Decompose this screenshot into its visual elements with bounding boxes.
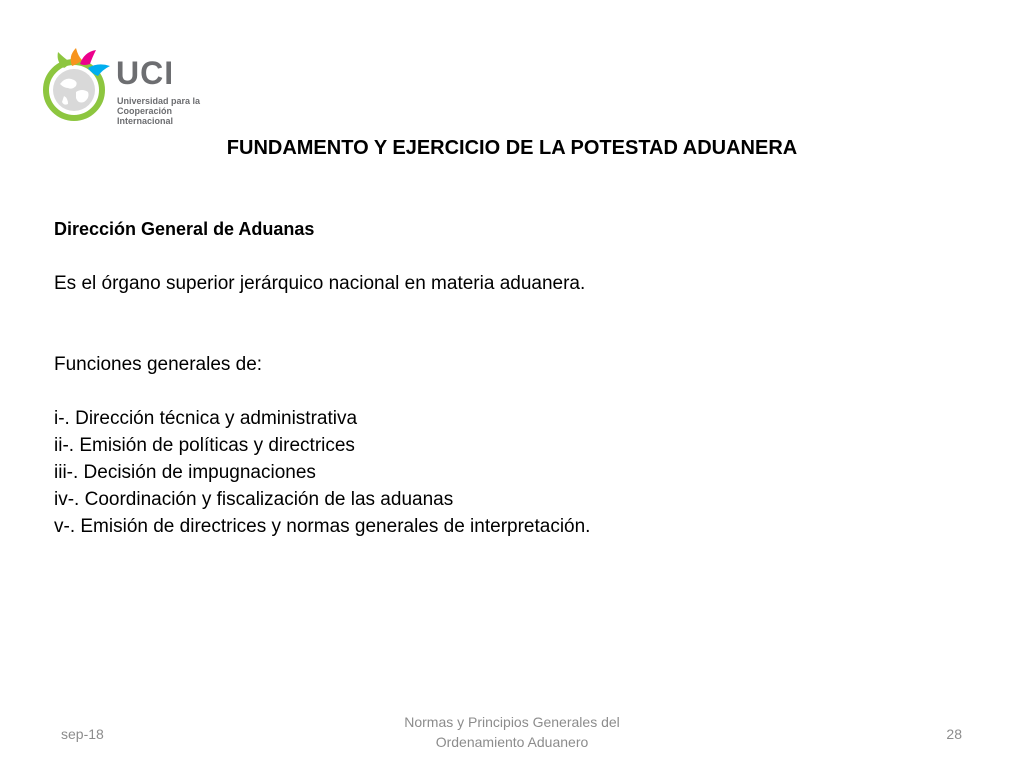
spacer [54,297,974,351]
logo-line2: Cooperación Internacional [117,106,174,126]
description: Es el órgano superior jerárquico nacional en materia aduanera. [54,273,586,294]
logo-fullname [117,96,227,126]
footer-title [362,712,662,752]
logo-line1: Universidad para la [117,96,201,106]
globe-logo-icon [42,44,114,128]
uci-logo [42,44,222,128]
slide-content [54,216,974,540]
spacer [54,378,974,405]
footer-title-line2: Ordenamiento Aduanero [435,734,589,750]
function-item: i-. Dirección técnica y administrativa [54,408,358,429]
functions-intro: Funciones generales de: [54,354,263,375]
footer-page-number: 28 [946,726,962,742]
slide-title: FUNDAMENTO Y EJERCICIO DE LA POTESTAD ADUANERA [226,137,798,159]
function-item: iii-. Decisión de impugnaciones [54,462,316,483]
logo-acronym: UCI [116,55,175,91]
footer-date: sep-18 [61,726,104,742]
function-item: iv-. Coordinación y fiscalización de las aduanas [54,489,454,510]
function-item: v-. Emisión de directrices y normas generales de interpretación. [54,516,591,537]
functions-list [54,405,974,540]
function-item: ii-. Emisión de políticas y directrices [54,435,355,456]
spacer [54,243,974,270]
footer-title-line1: Normas y Principios Generales del [404,714,620,730]
subheading: Dirección General de Aduanas [54,219,315,239]
